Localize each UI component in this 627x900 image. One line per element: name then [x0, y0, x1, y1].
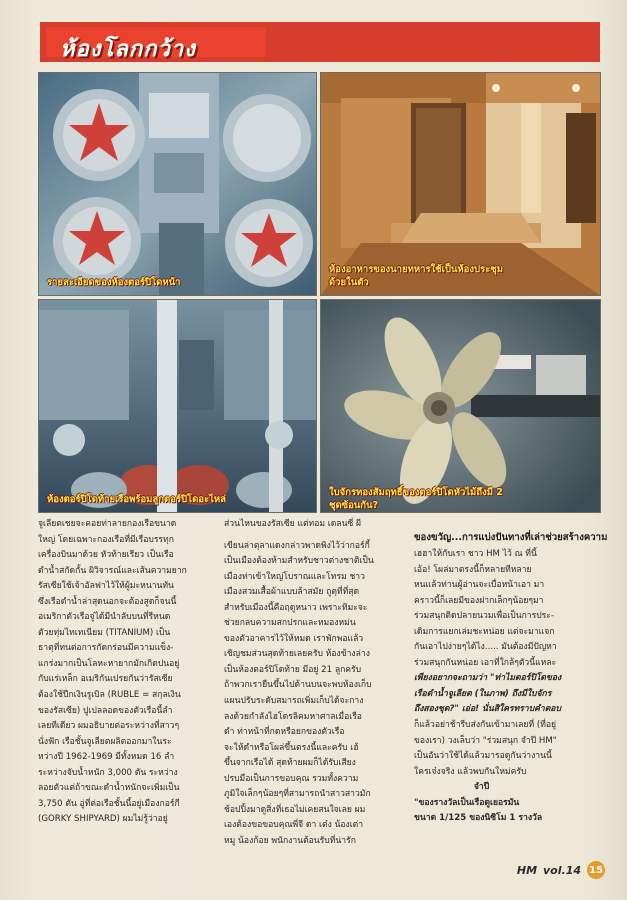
- text-line: กันเอาไปง่ายๆได้ไง..... มันต้องมีปัญหา: [414, 642, 557, 653]
- text-line: ต้องใช้ปีกเงินรูเบิล (RUBLE = สกุลเงิน: [38, 690, 181, 701]
- article-column-middle: [224, 517, 406, 849]
- text-line: ปรบมือเป็นการขอบคุณ รวมทั้งความ: [224, 773, 359, 784]
- aft-torpedo-image: [39, 300, 316, 512]
- propeller-image: [321, 300, 600, 512]
- text-line: ระหว่างจับน้ำหนัก 3,000 ตัน ระหว่าง: [38, 767, 178, 778]
- text-line: เป็นห้องตอร์ปิโดท้าย มีอยู่ 21 ลูกครับ: [224, 664, 362, 675]
- text-line: คราวนี้ก็เลยมีของฝากเล็กๆน้อยๆมา: [414, 595, 544, 606]
- photo-aft-torpedo-room: [38, 299, 317, 513]
- photo-caption: รายละเอียดของห้องตอร์ปิโดหน้า: [47, 277, 181, 288]
- text-line: ร่วมสนุกกันหน่อย เอาที่ใกล้ๆตัวนี้แหละ: [414, 657, 557, 668]
- caption-line: ด้วยในตัว: [329, 277, 369, 288]
- volume-label: vol.14: [543, 863, 581, 877]
- caption-line: ชุดซ้อนกัน?: [329, 500, 379, 511]
- text-line: ลงด้วยกำลังไฮโดรลิคมหาศาลเมื่อเรือ: [224, 711, 362, 722]
- text-line: ภูมิใจเล็กๆน้อยๆที่สามารถนำสาวสาวมัก: [224, 789, 371, 800]
- text-line: เป็นเมืองต้องห้ามสำหรับชาวต่างชาติเป็น: [224, 556, 374, 567]
- text-line: ถ้าพวกเรายืนขึ้นไปด้านบนจะพบห้องเก็บ: [224, 680, 372, 691]
- text-line: ของตัวอาคารไว้ให้หมด เราพักพอแล้ว: [224, 633, 364, 644]
- section-title-box: [46, 27, 266, 62]
- page-footer: [517, 859, 605, 881]
- text-line: สำหรับเมืองนี้คือฤดูหนาว เพราะทิมะจะ: [224, 602, 368, 613]
- text-line: ลอยตัวแต่ถ้าขณะดำน้ำหนักจะเพิ่มเป็น: [38, 783, 180, 794]
- photo-caption: [329, 263, 503, 289]
- text-line: ดำน้ำสกัดกั้น ผิวิจารณ์และเส้นความยาก: [38, 565, 187, 576]
- text-line: เมืองท่าเข้าใหญ่โบราณและโทรม ชาว: [224, 571, 365, 582]
- section-title: ห้องโลกกว้าง: [60, 37, 196, 62]
- text-line: (GORKY SHIPYARD) ผมไม่รู้ว่าอยู่: [38, 814, 168, 825]
- photo-caption: [329, 486, 503, 512]
- text-line: หว่างปี 1962-1969 มีทั้งหมด 16 ลำ: [38, 752, 175, 763]
- text-line: ตัวยทุ่มไทเทเนียม (TITANIUM) เป็น: [38, 627, 171, 638]
- text-line: เมืองสวมเสื้อผ้าแบบล้าสมัย ถูตุที่ที่สุด: [224, 587, 360, 598]
- text-line: ดำ ท่าหน้าที่กดหรือยกของตัวเรือ: [224, 727, 345, 738]
- text-line: เองต้องขอขอบคุณพี่จี ดา เต๋ง น้องเต่า: [224, 820, 364, 831]
- photo-mess-room: [320, 72, 601, 296]
- mess-room-image: [321, 73, 600, 295]
- magazine-logo: HM: [516, 863, 538, 877]
- text-line: เครื่องบินมาด้วย หัวท้ายเรียว เป็นเรือ: [38, 550, 174, 561]
- text-line: เดิมการแยกเล่มชะหน่อย แต่จะมาแจก: [414, 626, 555, 637]
- text-line: แกร่งมากเป็นโลหะหายากมักเกิดปนอยู่: [38, 658, 180, 669]
- text-line: ร่วมสนุกติดปลายนวมเพื่อเป็นการประ-: [414, 611, 555, 622]
- text-line: หมู น้องก้อย พนักงานต้อนรับที่น่ารัก: [224, 835, 356, 846]
- text-line: เลยทีเดียว ผมอธิบายต่อระหว่างที่สาวๆ: [38, 721, 180, 732]
- text-line: ของรัสเซีย) ปูเปลลอดของตัวเรือนี้ลำ: [38, 705, 173, 716]
- text-line: นั่งฟัก เรือชั้นจูเลียตผลิตออกมาในระ: [38, 736, 172, 747]
- text-line: เฮฮาให้กับเรา ชาว HM ไว้ ณ ที่นี้: [414, 549, 537, 559]
- photo-torpedo-room: [38, 72, 317, 296]
- text-line: ช่วยกลบความสกปรกและหมองหม่น: [224, 618, 356, 629]
- contest-heading: ของขวัญ...การแบ่งปันทางที่เล่าช่วยสร้างความ: [414, 532, 608, 543]
- text-line: เอ้อ! โผล่มาตรงนี้ก็หลายทีหลาย: [414, 564, 532, 575]
- text-line: เพียงอยากจะถามว่า "ท่าไมตอร์ปิโดของ: [414, 673, 562, 684]
- text-line: แผนปรับระดับสมารถเพิ่มเก็บได้จะกาง: [224, 696, 364, 707]
- photo-caption: ห้องตอร์ปิโดท้ายเรือพร้อมลูกตอร์ปิโดอะไหล่: [47, 494, 226, 505]
- prize-note: ขนาด 1/125 ของนิซิโม 1 รางวัล: [414, 813, 543, 824]
- text-line: อเมริกาตัวเรือจู่ได้มีนำลับบนที่รีหนด: [38, 612, 171, 623]
- text-line: กับแร่เหล็ก อเมริกันเปรยกันว่ารัสเซีย: [38, 674, 173, 685]
- caption-line: ใบจักรทองสัมฤทธิ์ของตอร์ปิโดหัวไม้ถึงมี 2: [329, 487, 503, 498]
- text-line: เขียนล่าตุลาแดงกล่าวพาดพิงไว้ว่ากอร์กี้: [224, 540, 370, 551]
- text-line: ขึ้นจากเรือได้ สุดท้ายผมก็ได้รับเสียง: [224, 758, 356, 769]
- text-line: ช้อปปิ้งมาดูสิ่งที่เธอไม่เคยสนใจเลย ผม: [224, 804, 366, 815]
- text-line: เรือดำน้ำจูเลียต (ในภาพ) ถึงมีใบจักร: [414, 688, 552, 699]
- article-column-left: [38, 517, 218, 828]
- text-line: เชิญชมส่วนสุดท้ายเลยครับ ห้องข้างล่าง: [224, 649, 370, 660]
- text-line: รัสเซียใช้เจ้าอัลฟาไว้ให้ผู้มะหนานทัน: [38, 581, 174, 592]
- text-line: ถึงสองชุด?" เอ่อ! นั่นสิใครทราบคำตอบ: [414, 704, 561, 715]
- text-line: ก็แล้วอย่าช้ารีบส่งกันเข้ามาเลยที่ (ที่อยู่: [414, 720, 557, 731]
- text-line: หนแล้วท่านผู้อ่านจะเบื่อหน้าเอา มา: [414, 580, 545, 591]
- text-line: ธาตุที่ทนต่อการกัดกร่อนมีความแข็ง-: [38, 643, 174, 654]
- text-line: 3,750 ตัน อู่ที่ต่อเรือชั้นนี้อยู่เมืองกอร์กี: [38, 798, 180, 809]
- text-line: ใหญ่ โดยเฉพาะกองเรือที่มีเรือบรรทุก: [38, 534, 174, 545]
- text-line: ของเรา) วงเล็บว่า "ร่วมสนุก จำปี HM": [414, 735, 557, 746]
- section-banner: [40, 22, 600, 62]
- text-line: ส่วนไหนของรัสเซีย แต่ทอม เดลนซี่ ผี: [224, 519, 362, 529]
- article-column-right: [414, 531, 608, 827]
- photo-propeller: [320, 299, 601, 513]
- author-signature: จำปี: [414, 782, 490, 793]
- text-line: จะให้ดำหรือโผล่ขึ้นตรงนี้และครับ เฮ้: [224, 742, 359, 753]
- text-line: เป็นอันว่าใช้ได้แล้วมารอดูกันว่างานนี้: [414, 751, 552, 762]
- torpedo-room-image: [39, 73, 316, 295]
- caption-line: ห้องอาหารของนายทหารใช้เป็นห้องประชุม: [329, 264, 503, 275]
- text-line: ใครเจ๋งจริง แล้วพบกันใหม่ครับ: [414, 766, 527, 777]
- page-number-badge: 15: [587, 861, 605, 879]
- text-line: ซึ่งเรือดำน้ำล่าสุดนอกจะต้องสูดก็จนนี้: [38, 596, 177, 607]
- prize-note: "ของรางวัลเป็นเรือดูเยอรมัน: [414, 797, 520, 808]
- text-line: จูเลียตเชยจะคอยท่าลายกองเรือขนาด: [38, 519, 177, 529]
